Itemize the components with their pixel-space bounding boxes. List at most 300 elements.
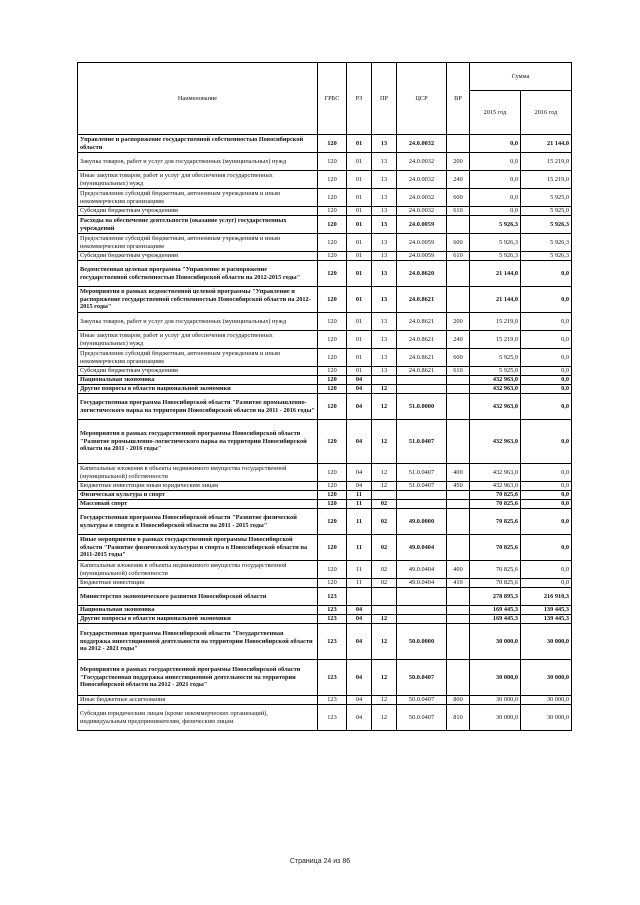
cell-pr: 02	[372, 561, 397, 579]
cell-2015: 30 000,0	[470, 660, 521, 696]
cell-2016: 5 926,3	[521, 234, 572, 252]
cell-rz: 11	[347, 509, 372, 535]
cell-csr: 24.0.0032	[397, 207, 447, 216]
cell-vr: 610	[447, 367, 470, 376]
cell-name: Другие вопросы в области национальной экономики	[78, 615, 318, 624]
cell-csr: 24.0.8621	[397, 367, 447, 376]
cell-2016: 21 144,0	[521, 135, 572, 153]
page-footer: Страница 24 из 86	[289, 858, 351, 865]
cell-rz: 04	[347, 624, 372, 660]
cell-rz: 01	[347, 313, 372, 331]
cell-grbs: 120	[318, 535, 347, 561]
cell-rz: 01	[347, 287, 372, 313]
cell-vr: 600	[447, 234, 470, 252]
cell-csr: 50.0.0000	[397, 624, 447, 660]
cell-vr: 610	[447, 207, 470, 216]
cell-csr: 24.0.0059	[397, 216, 447, 234]
cell-csr	[397, 500, 447, 509]
cell-pr	[372, 606, 397, 615]
cell-rz: 04	[347, 660, 372, 696]
table-row	[78, 420, 572, 464]
cell-pr: 12	[372, 464, 397, 482]
cell-pr	[372, 588, 397, 606]
cell-rz: 01	[347, 234, 372, 252]
cell-pr: 13	[372, 261, 397, 287]
cell-grbs: 120	[318, 153, 347, 171]
cell-grbs: 120	[318, 216, 347, 234]
cell-vr	[447, 385, 470, 394]
cell-csr: 50.0.0407	[397, 705, 447, 731]
cell-2015: 0,0	[470, 153, 521, 171]
cell-rz: 11	[347, 561, 372, 579]
cell-pr: 12	[372, 385, 397, 394]
cell-vr: 400	[447, 464, 470, 482]
cell-rz: 01	[347, 153, 372, 171]
cell-pr: 02	[372, 535, 397, 561]
cell-vr: 240	[447, 331, 470, 349]
cell-name: Субсидии юридическим лицам (кроме некоммерческих организаций), индивидуальным предпринимателям, физическим лицам	[78, 705, 318, 731]
cell-csr: 51.0.0407	[397, 420, 447, 464]
cell-name: Капитальные вложения в объекты недвижимого имущества государственной (муниципальной) собственности	[78, 464, 318, 482]
cell-vr	[447, 135, 470, 153]
cell-2016: 0,0	[521, 394, 572, 420]
table-row	[78, 331, 572, 349]
header-sum: Сумма	[470, 63, 572, 91]
table-row	[78, 509, 572, 535]
cell-pr: 12	[372, 705, 397, 731]
cell-2015: 70 825,6	[470, 491, 521, 500]
cell-grbs: 120	[318, 464, 347, 482]
cell-vr	[447, 491, 470, 500]
cell-name: Субсидии бюджетным учреждениям	[78, 367, 318, 376]
cell-2016: 0,0	[521, 535, 572, 561]
cell-csr: 24.0.0032	[397, 189, 447, 207]
cell-2016: 0,0	[521, 561, 572, 579]
cell-pr: 13	[372, 189, 397, 207]
cell-2015: 432 963,0	[470, 464, 521, 482]
cell-2016: 0,0	[521, 482, 572, 491]
cell-name: Массовый спорт	[78, 500, 318, 509]
cell-name: Предоставление субсидий бюджетным, автономным учреждениям и иным некоммерческим организациям	[78, 234, 318, 252]
cell-vr	[447, 588, 470, 606]
cell-2015: 70 825,6	[470, 561, 521, 579]
cell-rz: 04	[347, 696, 372, 705]
cell-rz: 01	[347, 135, 372, 153]
header-2016: 2016 год	[521, 91, 572, 135]
cell-grbs: 123	[318, 624, 347, 660]
table-row	[78, 464, 572, 482]
cell-2016: 0,0	[521, 509, 572, 535]
table-body	[78, 135, 572, 731]
header-vr: ВР	[447, 63, 470, 135]
cell-pr: 13	[372, 153, 397, 171]
cell-2015: 21 144,0	[470, 261, 521, 287]
cell-2015: 70 825,6	[470, 579, 521, 588]
cell-name: Бюджетные инвестиции иным юридическим лицам	[78, 482, 318, 491]
cell-name: Иные закупки товаров, работ и услуг для обеспечения государственных (муниципальных) нужд	[78, 171, 318, 189]
cell-2015: 15 219,0	[470, 313, 521, 331]
table-row	[78, 171, 572, 189]
cell-rz: 01	[347, 331, 372, 349]
cell-pr: 12	[372, 624, 397, 660]
cell-name: Предоставление субсидий бюджетным, автономным учреждениям и иным некоммерческим организациям	[78, 189, 318, 207]
table-row	[78, 705, 572, 731]
cell-2015: 0,0	[470, 207, 521, 216]
cell-grbs: 120	[318, 135, 347, 153]
table-row	[78, 261, 572, 287]
cell-vr: 400	[447, 561, 470, 579]
cell-name: Мероприятия в рамках ведомственной целевой программы "Управление и распоряжение государственной собственностью Новосибирской области на 2012-2015 годы"	[78, 287, 318, 313]
cell-pr: 13	[372, 349, 397, 367]
cell-rz: 04	[347, 705, 372, 731]
cell-grbs: 123	[318, 606, 347, 615]
cell-csr: 49.0.0404	[397, 579, 447, 588]
cell-rz: 04	[347, 394, 372, 420]
cell-grbs: 120	[318, 313, 347, 331]
cell-2015: 70 825,6	[470, 509, 521, 535]
cell-2016: 30 000,0	[521, 696, 572, 705]
cell-2016: 0,0	[521, 313, 572, 331]
cell-csr: 49.0.0404	[397, 535, 447, 561]
cell-name: Закупка товаров, работ и услуг для государственных (муниципальных) нужд	[78, 313, 318, 331]
cell-grbs: 123	[318, 705, 347, 731]
cell-2016: 139 445,3	[521, 615, 572, 624]
table-row	[78, 561, 572, 579]
header-csr: ЦСР	[397, 63, 447, 135]
cell-grbs: 120	[318, 420, 347, 464]
cell-pr	[372, 491, 397, 500]
cell-vr	[447, 500, 470, 509]
cell-2015: 5 926,3	[470, 252, 521, 261]
cell-2016: 0,0	[521, 367, 572, 376]
cell-rz: 01	[347, 261, 372, 287]
cell-grbs: 120	[318, 252, 347, 261]
table-row	[78, 207, 572, 216]
cell-rz: 01	[347, 207, 372, 216]
cell-grbs: 123	[318, 615, 347, 624]
cell-pr: 02	[372, 509, 397, 535]
cell-name: Бюджетные инвестиции	[78, 579, 318, 588]
header-rz: РЗ	[347, 63, 372, 135]
cell-csr: 24.0.8621	[397, 287, 447, 313]
cell-rz: 04	[347, 615, 372, 624]
table-row	[78, 588, 572, 606]
cell-rz: 04	[347, 464, 372, 482]
cell-csr: 50.0.0407	[397, 660, 447, 696]
cell-rz: 11	[347, 535, 372, 561]
cell-pr: 13	[372, 171, 397, 189]
cell-grbs: 120	[318, 349, 347, 367]
cell-name: Предоставление субсидий бюджетным, автономным учреждениям и иным некоммерческим организациям	[78, 349, 318, 367]
cell-pr: 02	[372, 579, 397, 588]
cell-name: Иные мероприятия в рамках государственной программы Новосибирской области "Развитие физической культуры и спорта в Новосибирской области на 2011-2015 годы"	[78, 535, 318, 561]
cell-vr	[447, 535, 470, 561]
cell-vr	[447, 420, 470, 464]
cell-vr	[447, 376, 470, 385]
cell-2016: 5 926,3	[521, 216, 572, 234]
table-row	[78, 153, 572, 171]
table-row	[78, 234, 572, 252]
cell-csr: 50.0.0407	[397, 696, 447, 705]
cell-name: Государственная программа Новосибирской области "Развитие физической культуры и спорта в Новосибирской области на 2011 - 2015 годы"	[78, 509, 318, 535]
table-row	[78, 367, 572, 376]
cell-csr: 51.0.0000	[397, 394, 447, 420]
table-row	[78, 615, 572, 624]
cell-pr: 13	[372, 313, 397, 331]
cell-grbs: 120	[318, 482, 347, 491]
cell-rz: 01	[347, 171, 372, 189]
cell-2015: 70 825,6	[470, 500, 521, 509]
cell-2015: 432 963,0	[470, 376, 521, 385]
cell-csr	[397, 615, 447, 624]
cell-pr: 13	[372, 135, 397, 153]
cell-vr	[447, 261, 470, 287]
cell-grbs: 120	[318, 579, 347, 588]
table-row	[78, 394, 572, 420]
cell-2015: 5 926,3	[470, 216, 521, 234]
cell-csr: 24.0.0032	[397, 135, 447, 153]
cell-csr: 24.0.8621	[397, 313, 447, 331]
cell-pr: 13	[372, 207, 397, 216]
cell-name: Субсидии бюджетным учреждениям	[78, 207, 318, 216]
cell-rz: 04	[347, 482, 372, 491]
table-row	[78, 376, 572, 385]
cell-vr	[447, 606, 470, 615]
cell-vr: 610	[447, 252, 470, 261]
cell-pr: 13	[372, 331, 397, 349]
cell-2016: 0,0	[521, 420, 572, 464]
cell-pr: 12	[372, 615, 397, 624]
cell-pr: 12	[372, 482, 397, 491]
cell-grbs: 120	[318, 500, 347, 509]
cell-name: Национальная экономика	[78, 606, 318, 615]
cell-pr: 13	[372, 367, 397, 376]
table-row	[78, 189, 572, 207]
header-pr: ПР	[372, 63, 397, 135]
cell-pr: 12	[372, 420, 397, 464]
cell-2016: 15 219,0	[521, 153, 572, 171]
cell-name: Министерство экономического развития Новосибирской области	[78, 588, 318, 606]
cell-grbs: 123	[318, 696, 347, 705]
cell-2016: 216 910,3	[521, 588, 572, 606]
cell-2016: 0,0	[521, 376, 572, 385]
cell-rz: 01	[347, 349, 372, 367]
cell-2015: 278 895,3	[470, 588, 521, 606]
cell-csr: 24.0.8621	[397, 349, 447, 367]
cell-name: Другие вопросы в области национальной экономики	[78, 385, 318, 394]
table-header	[78, 63, 572, 135]
table-row	[78, 579, 572, 588]
cell-rz: 11	[347, 491, 372, 500]
cell-2016: 15 219,0	[521, 171, 572, 189]
cell-name: Закупка товаров, работ и услуг для государственных (муниципальных) нужд	[78, 153, 318, 171]
cell-rz: 01	[347, 216, 372, 234]
cell-grbs: 120	[318, 367, 347, 376]
cell-2015: 30 000,0	[470, 696, 521, 705]
cell-csr	[397, 491, 447, 500]
cell-2015: 0,0	[470, 171, 521, 189]
cell-2015: 5 925,0	[470, 349, 521, 367]
cell-name: Ведомственная целевая программа "Управление и распоряжение государственной собственностью Новосибирской области на 2012-2015 годы"	[78, 261, 318, 287]
cell-rz: 11	[347, 579, 372, 588]
cell-2016: 30 000,0	[521, 660, 572, 696]
cell-grbs: 123	[318, 588, 347, 606]
cell-vr: 600	[447, 349, 470, 367]
cell-grbs: 120	[318, 561, 347, 579]
cell-rz: 01	[347, 252, 372, 261]
cell-2015: 0,0	[470, 189, 521, 207]
cell-grbs: 120	[318, 385, 347, 394]
table-row	[78, 287, 572, 313]
cell-rz: 01	[347, 189, 372, 207]
cell-name: Национальная экономика	[78, 376, 318, 385]
table-row	[78, 491, 572, 500]
table-row	[78, 624, 572, 660]
cell-2015: 5 925,0	[470, 367, 521, 376]
table-row	[78, 660, 572, 696]
cell-vr	[447, 660, 470, 696]
cell-name: Иные бюджетные ассигнования	[78, 696, 318, 705]
cell-csr	[397, 385, 447, 394]
cell-2015: 30 000,0	[470, 624, 521, 660]
cell-csr: 24.0.0032	[397, 171, 447, 189]
cell-csr: 49.0.0404	[397, 561, 447, 579]
table-row	[78, 606, 572, 615]
cell-csr: 51.0.0407	[397, 464, 447, 482]
cell-2016: 30 000,0	[521, 705, 572, 731]
cell-name: Государственная программа Новосибирской области "Государственная поддержка инвестиционной деятельности на территории Новосибирской области на 2012 - 2021 годы"	[78, 624, 318, 660]
cell-2016: 0,0	[521, 349, 572, 367]
cell-csr	[397, 588, 447, 606]
cell-pr: 12	[372, 660, 397, 696]
table-row	[78, 696, 572, 705]
cell-vr: 240	[447, 171, 470, 189]
cell-rz: 04	[347, 420, 372, 464]
cell-rz: 01	[347, 367, 372, 376]
cell-csr: 24.0.0059	[397, 252, 447, 261]
cell-grbs: 120	[318, 234, 347, 252]
header-grbs: ГРБС	[318, 63, 347, 135]
cell-grbs: 123	[318, 660, 347, 696]
cell-grbs: 120	[318, 331, 347, 349]
cell-2016: 0,0	[521, 287, 572, 313]
cell-grbs: 120	[318, 376, 347, 385]
cell-2015: 169 445,3	[470, 615, 521, 624]
cell-grbs: 120	[318, 189, 347, 207]
cell-2015: 30 000,0	[470, 705, 521, 731]
cell-name: Мероприятия в рамках государственной программы Новосибирской области "Развитие промышленно-логистического парка на территории Новосибирской области на 2011 - 2016 годы"	[78, 420, 318, 464]
cell-rz	[347, 588, 372, 606]
cell-name: Капитальные вложения в объекты недвижимого имущества государственной (муниципальной) собственности	[78, 561, 318, 579]
cell-rz: 04	[347, 385, 372, 394]
cell-vr	[447, 216, 470, 234]
cell-grbs: 120	[318, 509, 347, 535]
cell-pr: 13	[372, 234, 397, 252]
header-2015: 2015 год	[470, 91, 521, 135]
cell-grbs: 120	[318, 287, 347, 313]
table-row	[78, 535, 572, 561]
cell-pr: 13	[372, 216, 397, 234]
cell-vr: 450	[447, 482, 470, 491]
cell-pr: 12	[372, 394, 397, 420]
cell-pr: 13	[372, 287, 397, 313]
cell-csr: 51.0.0407	[397, 482, 447, 491]
cell-csr: 24.0.0059	[397, 234, 447, 252]
cell-csr: 24.0.0032	[397, 153, 447, 171]
cell-name: Иные закупки товаров, работ и услуг для обеспечения государственных (муниципальных) нужд	[78, 331, 318, 349]
cell-pr: 12	[372, 696, 397, 705]
cell-vr: 600	[447, 189, 470, 207]
cell-vr: 200	[447, 153, 470, 171]
header-name: Наименование	[78, 63, 318, 135]
cell-2016: 0,0	[521, 464, 572, 482]
cell-csr	[397, 606, 447, 615]
cell-name: Мероприятия в рамках государственной программы Новосибирской области "Государственная поддержка инвестиционной деятельности на территории Новосибирской области на 2012 - 2021 годы"	[78, 660, 318, 696]
cell-vr: 410	[447, 579, 470, 588]
cell-vr	[447, 624, 470, 660]
cell-2016: 0,0	[521, 261, 572, 287]
cell-rz: 04	[347, 606, 372, 615]
cell-2016: 5 925,0	[521, 189, 572, 207]
cell-vr: 800	[447, 696, 470, 705]
cell-2015: 0,0	[470, 135, 521, 153]
cell-2015: 432 963,0	[470, 385, 521, 394]
table-row	[78, 135, 572, 153]
cell-rz: 04	[347, 376, 372, 385]
cell-grbs: 120	[318, 207, 347, 216]
cell-name: Управление и распоряжение государственной собственностью Новосибирской области	[78, 135, 318, 153]
cell-pr: 13	[372, 252, 397, 261]
cell-pr	[372, 376, 397, 385]
cell-pr: 02	[372, 500, 397, 509]
cell-2016: 0,0	[521, 500, 572, 509]
cell-2015: 432 963,0	[470, 482, 521, 491]
cell-vr	[447, 509, 470, 535]
cell-2015: 432 963,0	[470, 394, 521, 420]
cell-2015: 432 963,0	[470, 420, 521, 464]
cell-vr	[447, 287, 470, 313]
budget-table	[77, 62, 572, 731]
table-row	[78, 385, 572, 394]
cell-vr	[447, 394, 470, 420]
cell-name: Субсидии бюджетным учреждениям	[78, 252, 318, 261]
cell-2015: 70 825,6	[470, 535, 521, 561]
table-row	[78, 349, 572, 367]
cell-2016: 0,0	[521, 385, 572, 394]
cell-2016: 30 000,0	[521, 624, 572, 660]
cell-grbs: 120	[318, 261, 347, 287]
table-row	[78, 216, 572, 234]
cell-2016: 0,0	[521, 579, 572, 588]
table-row	[78, 252, 572, 261]
cell-vr	[447, 615, 470, 624]
cell-2015: 5 926,3	[470, 234, 521, 252]
cell-2015: 169 445,3	[470, 606, 521, 615]
cell-2016: 0,0	[521, 491, 572, 500]
cell-name: Расходы на обеспечение деятельности (оказание услуг) государственных учреждений	[78, 216, 318, 234]
cell-grbs: 120	[318, 491, 347, 500]
cell-csr: 49.0.0000	[397, 509, 447, 535]
cell-2016: 5 926,3	[521, 252, 572, 261]
cell-csr	[397, 376, 447, 385]
cell-vr: 810	[447, 705, 470, 731]
cell-2015: 15 219,0	[470, 331, 521, 349]
cell-2015: 21 144,0	[470, 287, 521, 313]
cell-csr: 24.0.8620	[397, 261, 447, 287]
table-row	[78, 313, 572, 331]
cell-2016: 5 925,0	[521, 207, 572, 216]
cell-name: Государственная программа Новосибирской области "Развитие промышленно-логистического парка на территории Новосибирской области на 2011 - 2016 годы"	[78, 394, 318, 420]
